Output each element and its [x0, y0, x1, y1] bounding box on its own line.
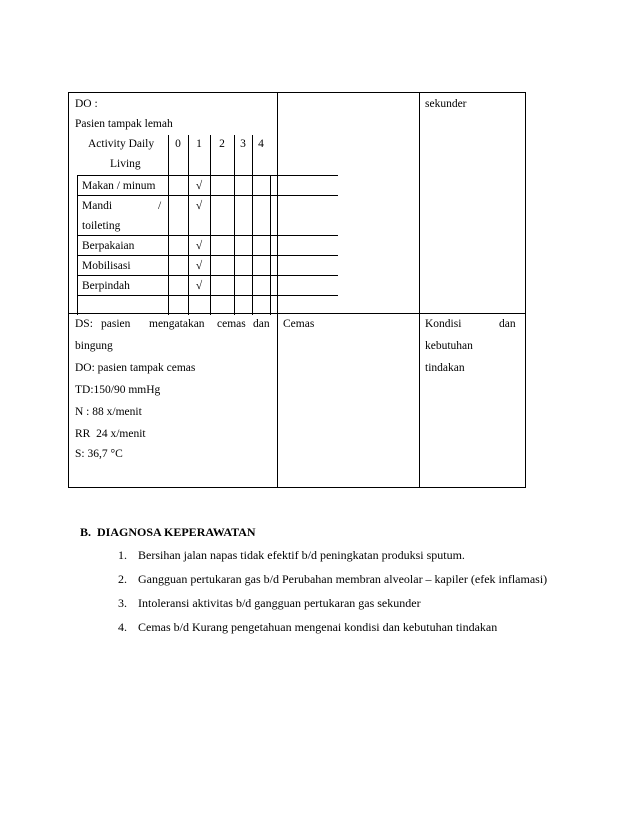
- section-title: B. DIAGNOSA KEPERAWATAN: [80, 525, 256, 539]
- adl-check-mark: √: [195, 180, 203, 192]
- list-item-number: 4.: [118, 620, 127, 634]
- etiology-text: sekunder: [425, 98, 467, 110]
- do-text: DO: pasien tampak cemas: [75, 362, 196, 374]
- adl-check-mark: √: [195, 240, 203, 252]
- adl-score-4: 4: [258, 138, 264, 150]
- adl-score-1: 1: [196, 138, 202, 150]
- adl-row-label: Mobilisasi: [82, 260, 131, 272]
- assessment-table: [68, 92, 526, 488]
- adl-score-2: 2: [219, 138, 225, 150]
- list-item-text: Bersihan jalan napas tidak efektif b/d peningkatan produksi sputum.: [138, 548, 465, 562]
- adl-check-mark: √: [195, 280, 203, 292]
- etiology-text: kebutuhan: [425, 340, 473, 352]
- vital-td: TD:150/90 mmHg: [75, 384, 161, 396]
- list-item: [118, 572, 547, 586]
- adl-row-label: Makan / minum: [82, 180, 156, 192]
- list-item-text: Intoleransi aktivitas b/d gangguan pertukaran gas sekunder: [138, 596, 421, 610]
- adl-check-mark: √: [195, 200, 203, 212]
- ds-word: mengatakan: [149, 318, 205, 330]
- ds-text: bingung: [75, 340, 113, 352]
- etiology-text: tindakan: [425, 362, 465, 374]
- ds-word: DS:: [75, 318, 93, 330]
- adl-table: [78, 135, 338, 313]
- list-item-number: 1.: [118, 548, 127, 562]
- table-row-divider: [69, 313, 525, 314]
- adl-row-label: Berpakaian: [82, 240, 135, 252]
- vital-n: N : 88 x/menit: [75, 406, 142, 418]
- list-item-text: Gangguan pertukaran gas b/d Perubahan membran alveolar – kapiler (efek inflamasi): [138, 572, 548, 586]
- do-text: Pasien tampak lemah: [75, 118, 173, 130]
- adl-row-label: toileting: [82, 220, 121, 232]
- adl-header-label: Living: [110, 158, 141, 170]
- list-item: [118, 548, 465, 562]
- ds-word: pasien: [101, 318, 131, 330]
- etiology-word: Kondisi: [425, 318, 462, 330]
- do-label: DO :: [75, 98, 98, 110]
- adl-header-label: Activity Daily: [88, 138, 155, 150]
- list-item: [118, 620, 497, 634]
- problem-text: Cemas: [283, 318, 315, 330]
- adl-row-label: Berpindah: [82, 280, 130, 292]
- table-column-divider: [419, 93, 420, 487]
- etiology-word: dan: [499, 318, 516, 330]
- vital-s: S: 36,7 °C: [75, 448, 123, 460]
- vital-rr: RR 24 x/menit: [75, 428, 146, 440]
- list-item-number: 2.: [118, 572, 127, 586]
- ds-word: cemas: [217, 318, 246, 330]
- adl-row-label: /: [158, 200, 162, 212]
- adl-row-label: Mandi: [82, 200, 113, 212]
- list-item: [118, 596, 421, 610]
- ds-word: dan: [253, 318, 270, 330]
- list-item-number: 3.: [118, 596, 127, 610]
- adl-check-mark: √: [195, 260, 203, 272]
- adl-score-0: 0: [175, 138, 181, 150]
- adl-score-3: 3: [240, 138, 246, 150]
- list-item-text: Cemas b/d Kurang pengetahuan mengenai kondisi dan kebutuhan tindakan: [138, 620, 498, 634]
